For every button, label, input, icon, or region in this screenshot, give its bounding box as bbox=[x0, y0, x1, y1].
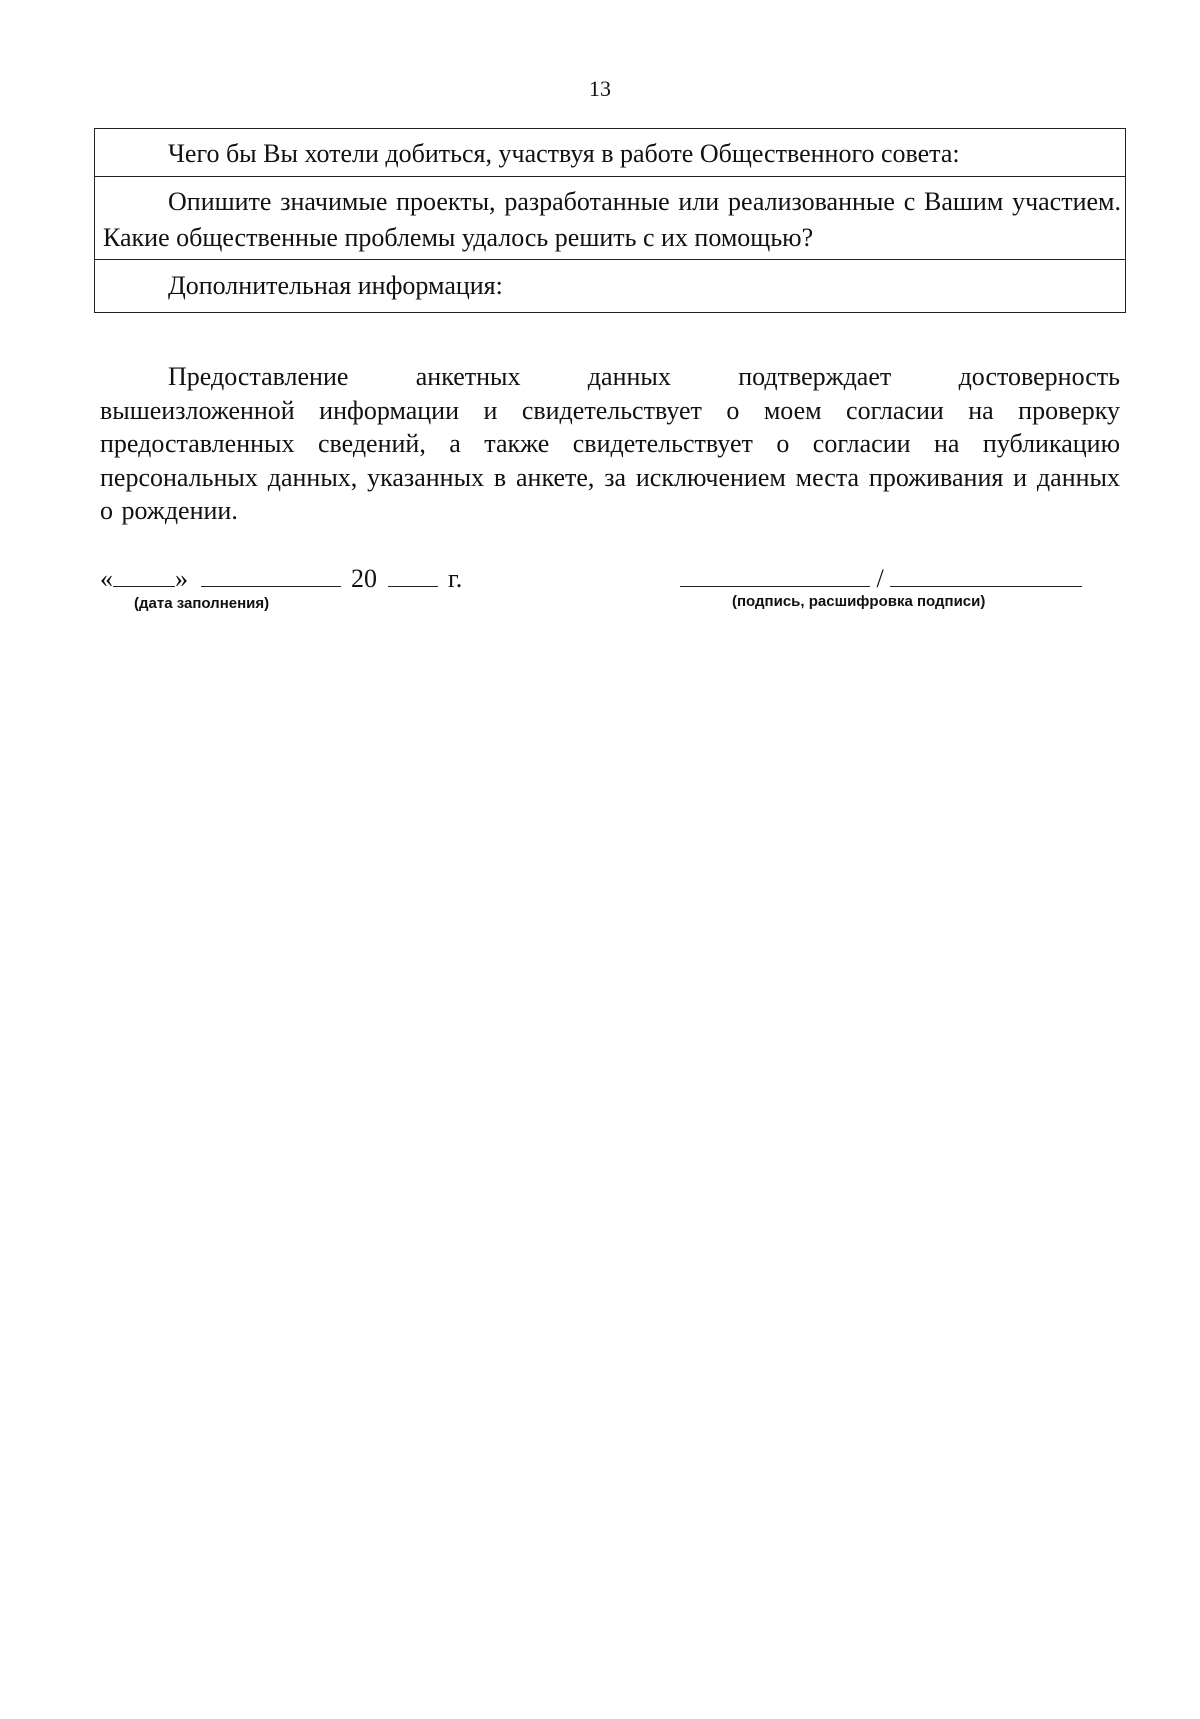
consent-first-line: Предоставление анкетных данных подтверждает достоверность bbox=[168, 362, 1120, 391]
signature-caption: (подпись, расшифровка подписи) bbox=[732, 593, 986, 610]
date-caption: (дата заполнения) bbox=[134, 595, 270, 612]
day-blank[interactable] bbox=[113, 562, 175, 587]
table-row bbox=[95, 260, 1125, 312]
question-additional-info: Дополнительная информация: bbox=[168, 271, 503, 300]
question-projects: Опишите значимые проекты, разработанные или реализованные с Вашим участием. Какие общественные проблемы удалось решить с их помощью? bbox=[103, 187, 1121, 252]
close-quote: » bbox=[175, 564, 188, 593]
year-suffix: г. bbox=[448, 564, 463, 593]
question-goals: Чего бы Вы хотели добиться, участвуя в работе Общественного совета: bbox=[168, 139, 960, 168]
signature-blank[interactable] bbox=[680, 562, 870, 587]
consent-paragraph bbox=[100, 360, 1120, 528]
questionnaire-table bbox=[94, 128, 1126, 313]
date-field bbox=[100, 562, 462, 594]
page-number: 13 bbox=[589, 76, 611, 101]
year-blank[interactable] bbox=[388, 562, 438, 587]
table-row bbox=[95, 129, 1125, 177]
open-quote: « bbox=[100, 564, 113, 593]
table-row bbox=[95, 177, 1125, 260]
consent-text: вышеизложенной информации и свидетельствует о моем согласии на проверку предоставленных сведений, а также свидетельствует о согласии на публикацию персональных данных, указанных в анкете, за исключением места проживания и данных о рождении. bbox=[100, 395, 1120, 525]
signature-field bbox=[680, 562, 1082, 594]
month-blank[interactable] bbox=[201, 562, 341, 587]
signature-separator: / bbox=[876, 564, 884, 593]
signature-decoding-blank[interactable] bbox=[890, 562, 1082, 587]
year-prefix: 20 bbox=[351, 564, 377, 593]
